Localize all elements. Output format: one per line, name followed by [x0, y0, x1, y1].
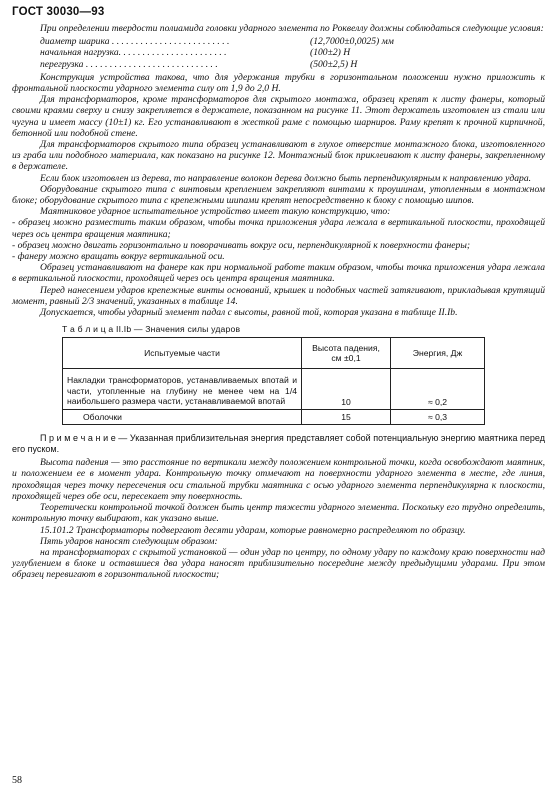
paragraph: Перед нанесением ударов крепежные винты оснований, крышек и подобных частей затягивают, прикладывая крутящий момент, равный 2/3 значений, указанных в таблице 14.: [12, 284, 545, 307]
document-body: [12, 23, 545, 581]
table-note: П р и м е ч а н и е — Указанная приблизительная энергия представляет собой потенциальную энергию маятника перед его пуском.: [12, 433, 545, 455]
list-item: - фанеру можно вращать вокруг вертикальной оси.: [12, 251, 225, 263]
table-header-row: [63, 338, 485, 369]
condition-row: [40, 59, 545, 70]
condition-value: (12,7000±0,0025) мм: [310, 36, 394, 48]
condition-value: (500±2,5) Н: [310, 58, 358, 70]
page-number: 58: [12, 775, 22, 786]
table-cell-height: 10: [302, 369, 391, 410]
condition-label: начальная нагрузка. . . . . . . . . . . . . . . . . . . . . . .: [40, 47, 227, 59]
impact-table: [62, 337, 485, 425]
table-caption: Т а б л и ц а II.Ib — Значения силы ударов: [62, 324, 241, 335]
paragraph: 15.101.2 Трансформаторы подвергают десяти ударам, которые равномерно распределяют по образцу.: [40, 524, 466, 536]
table-cell-energy: ≈ 0,3: [391, 409, 485, 425]
table-cell-height: 15: [302, 409, 391, 425]
paragraph: Если блок изготовлен из дерева, то направление волокон дерева должно быть перпендикулярным к направлению удара.: [40, 172, 532, 184]
condition-row: [40, 47, 545, 58]
paragraph: Оборудование скрытого типа с винтовым креплением закрепляют винтами к проушинам, утопленным в монтажном блоке; оборудование скрытого типа с крепежными шипами крепят непосредственно к блоку с помощью шипов.: [12, 183, 545, 207]
paragraph: Для трансформаторов скрытого типа образец устанавливают в глухое отверстие монтажного блока, изготовленного из граба или подобного материала, как показано на рисунке 12. Монтажный блок приклеивают к листу фанеры, закрепленному в держателе.: [12, 139, 545, 173]
table-row: [63, 369, 485, 410]
paragraph: Конструкция устройства такова, что для удержания трубки в горизонтальном положении нужно приложить к фронтальной плоскости ударного элемента силу от 1,9 до 2,0 Н.: [12, 71, 545, 95]
list-item: - образец можно двигать горизонтально и поворачивать вокруг оси, перпендикулярной к поверхности фанеры;: [12, 239, 471, 251]
paragraph: Высота падения — это расстояние по вертикали между положением контрольной точки, когда освобождают маятник, и положением ее в момент удара. Контрольную точку отмечают на поверхности ударного элемента в месте, где линия, проходящая через точку пересечения оси стальной трубки маятника с осью ударного элемента перпендикулярна к плоскости, проходящей через обе оси, пересекает эту поверхность.: [12, 457, 545, 502]
table-header: Энергия, Дж: [391, 338, 485, 369]
paragraph: Образец устанавливают на фанере как при нормальной работе таким образом, чтобы точка приложения удара лежала в вертикальной плоскости, проходящей через ось центра вращения маятника.: [12, 262, 545, 285]
condition-label: перегрузка . . . . . . . . . . . . . . . . . . . . . . . . . . . .: [40, 58, 218, 70]
list-item: - образец можно разместить таким образом, чтобы точка приложения удара лежала в вертикальной плоскости, проходящей через ось центра вращения маятника;: [12, 217, 545, 240]
paragraph: Для трансформаторов, кроме трансформаторов для скрытого монтажа, образец крепят к листу фанеры, который своими краями сверху и снизу закрепляется в держателе, показанном на рисунке 11. Этот держатель изготовлен из стали или чугуна и имеет массу (10±1) кг. Его устанавливают в жесткой раме с помощью шарниров. Раму крепят к прочной кирпичной, бетонной или подобной стене.: [12, 94, 545, 139]
condition-label: диаметр шарика . . . . . . . . . . . . . . . . . . . . . . . . .: [40, 36, 230, 48]
table-header: Высота падения, см ±0,1: [302, 338, 391, 369]
page-header: ГОСТ 30030—93: [12, 6, 105, 18]
paragraph: Маятниковое ударное испытательное устройство имеет такую конструкцию, что:: [40, 206, 391, 218]
paragraph: Допускается, чтобы ударный элемент падал с высоты, равной той, которая указана в таблице II.Ib.: [40, 307, 458, 319]
table-cell-energy: ≈ 0,2: [391, 369, 485, 410]
paragraph: При определении твердости полиамида головки ударного элемента по Роквеллу должны соблюдаться следующие условия:: [40, 23, 544, 34]
condition-row: [40, 36, 545, 47]
table-header: Испытуемые части: [63, 338, 302, 369]
paragraph: на трансформаторах с скрытой установкой — один удар по центру, по одному удару по каждому краю поверхности над углублением в блоке и оставшиеся два удара наносят приблизительно посередине между предыдущими ударами. При этом образец перевигают в горизонтальной плоскости;: [12, 546, 545, 581]
paragraph: Теоретически контрольной точкой должен быть центр тяжести ударного элемента. Поскольку его трудно определить, контрольную точку выбирают, как указано выше.: [12, 502, 545, 525]
table-cell-part: Накладки трансформаторов, устанавливаемых впотай и части, утопленные на глубину не менее чем на 1/4 наибольшего размера части, устанавливаемой впотай: [63, 369, 302, 410]
table-row: [63, 409, 485, 425]
condition-value: (100±2) Н: [310, 47, 351, 59]
paragraph: Пять ударов наносят следующим образом:: [40, 535, 218, 547]
table-cell-part: Оболочки: [63, 409, 302, 425]
